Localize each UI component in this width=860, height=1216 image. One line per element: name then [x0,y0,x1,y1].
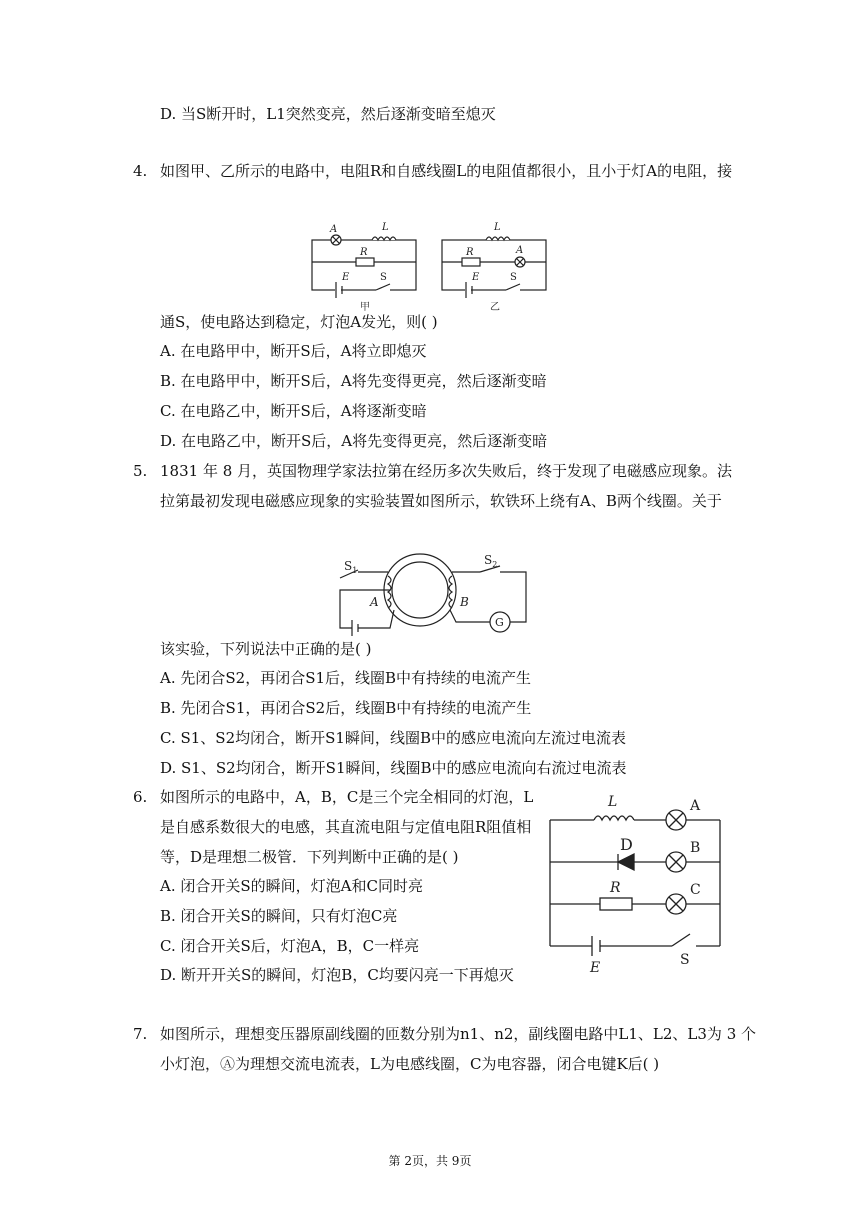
q4-fig2-label-s: S [510,272,517,283]
q4-circuit-figure [310,218,550,313]
q4-fig-label-e: E [342,272,350,283]
q5-fig-label-s1: $S_1$ [344,559,358,575]
page-footer: 第 2页，共 9页 [388,1154,472,1168]
q5-stem-1: 1831 年 8 月，英国物理学家法拉第在经历多次失败后，终于发现了电磁感应现象。法 [160,462,733,480]
q6-stem-2: 是自感系数很大的电感，其直流电阻与定值电阻R阻值相 [160,818,532,836]
q6-number: 6. [133,788,148,806]
q6-fig-label-b: B [690,840,701,856]
q7-number: 7. [133,1025,148,1043]
q6-stem-1: 如图所示的电路中，A，B，C是三个完全相同的灯泡，L [160,788,534,806]
q3-option-d: D. 当S断开时，L1突然变亮，然后逐渐变暗至熄灭 [160,105,496,123]
q6-option-a: A. 闭合开关S的瞬间，灯泡A和C同时亮 [160,877,423,895]
q5-stem-3: 该实验，下列说法中正确的是( ) [160,640,372,658]
q4-fig-label-r: R [360,247,368,258]
q4-fig2-label-r: R [466,247,474,258]
q6-stem-3: 等，D是理想二极管．下列判断中正确的是( ) [160,848,459,866]
q5-fig-label-g: G [495,616,504,629]
q5-fig-label-s2: $S_2$ [484,553,498,569]
q6-circuit-figure [540,786,730,976]
q4-fig2-label-l: L [494,222,501,233]
q5-fig-label-b: B [460,595,469,609]
q5-faraday-ring-figure [330,550,530,640]
q6-fig-label-e: E [590,960,601,976]
q4-fig2-label-a: A [516,245,524,256]
q6-fig-label-r: R [610,880,621,896]
q6-option-b: B. 闭合开关S的瞬间，只有灯泡C亮 [160,907,398,925]
q6-fig-label-a: A [690,798,701,814]
q6-option-d: D. 断开开关S的瞬间，灯泡B，C均要闪亮一下再熄灭 [160,966,514,984]
q4-option-d: D. 在电路乙中，断开S后，A将先变得更亮，然后逐渐变暗 [160,432,548,450]
q4-option-c: C. 在电路乙中，断开S后，A将逐渐变暗 [160,402,427,420]
q6-option-c: C. 闭合开关S后，灯泡A，B，C一样亮 [160,937,420,955]
q7-stem-2: 小灯泡，Ⓐ为理想交流电流表，L为电感线圈，C为电容器，闭合电键K后( ) [160,1055,660,1073]
q4-number: 4. [133,162,148,180]
q4-option-b: B. 在电路甲中，断开S后，A将先变得更亮，然后逐渐变暗 [160,372,547,390]
q4-stem-2: 通S，使电路达到稳定，灯泡A发光，则( ) [160,313,438,331]
q5-option-c: C. S1、S2均闭合，断开S1瞬间，线圈B中的感应电流向左流过电流表 [160,729,626,747]
q6-fig-label-d: D [620,835,633,854]
q4-fig-caption-yi: 乙 [490,302,500,313]
q5-number: 5. [133,462,148,480]
q6-fig-label-l: L [608,794,618,810]
q4-fig-label-l: L [382,222,389,233]
q4-fig-label-a: A [330,224,338,235]
q7-stem-1: 如图所示，理想变压器原副线圈的匝数分别为n1、n2，副线圈电路中L1、L2、L3为 3 个 [160,1025,757,1043]
q6-fig-label-s: S [680,952,690,968]
q5-stem-2: 拉第最初发现电磁感应现象的实验装置如图所示，软铁环上绕有A、B两个线圈。关于 [160,492,722,510]
q6-fig-label-c: C [690,882,701,898]
q5-option-d: D. S1、S2均闭合，断开S1瞬间，线圈B中的感应电流向右流过电流表 [160,759,627,777]
q5-fig-label-a: A [370,595,379,609]
q4-stem-1: 如图甲、乙所示的电路中，电阻R和自感线圈L的电阻值都很小，且小于灯A的电阻，接 [160,162,733,180]
q5-option-a: A. 先闭合S2，再闭合S1后，线圈B中有持续的电流产生 [160,669,532,687]
q4-option-a: A. 在电路甲中，断开S后，A将立即熄灭 [160,342,427,360]
q5-option-b: B. 先闭合S1，再闭合S2后，线圈B中有持续的电流产生 [160,699,532,717]
q4-fig2-label-e: E [472,272,480,283]
q4-fig-caption-jia: 甲 [360,302,370,313]
q4-fig-label-s: S [380,272,387,283]
